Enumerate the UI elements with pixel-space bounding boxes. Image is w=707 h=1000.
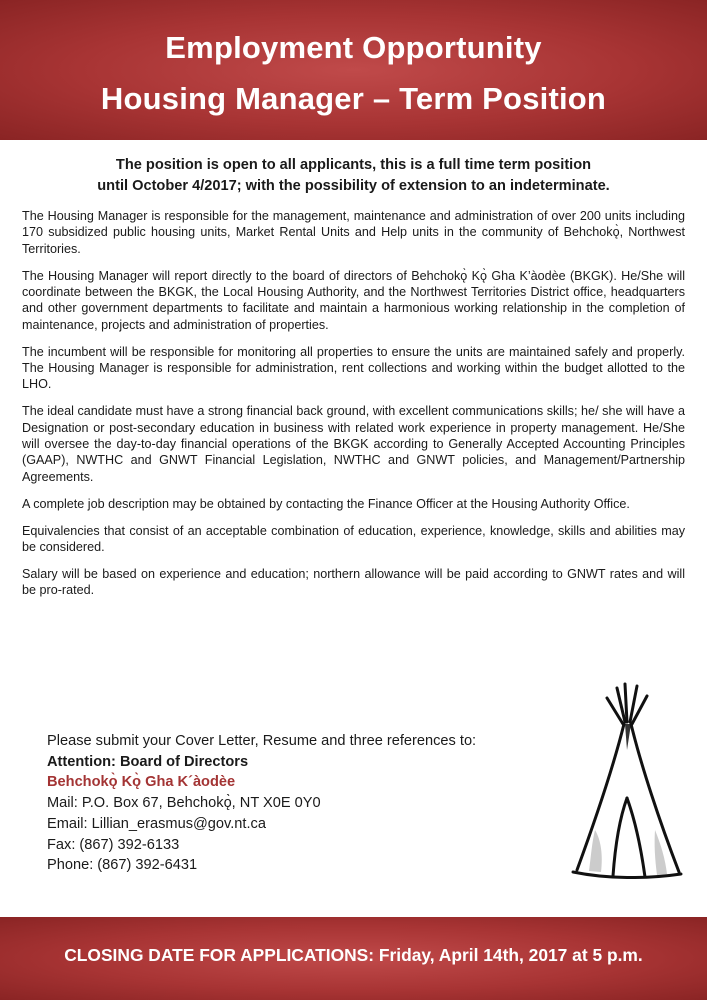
- header-banner: [0, 0, 707, 140]
- job-description: [22, 208, 685, 610]
- organization-name: Behchokǫ̀ Kǫ̀ Gha K´àodèe: [47, 774, 236, 791]
- paragraph-job-description: A complete job description may be obtained by contacting the Finance Officer at the Housing Authority Office.: [22, 496, 630, 511]
- contact-block: [47, 731, 476, 876]
- footer-banner: [0, 917, 707, 1000]
- paragraph-monitoring: The incumbent will be responsible for monitoring all properties to ensure the units are maintained safely and properly. The Housing Manager is responsible for administration, rent collections and working within the budget allotted to the LHO.: [22, 344, 685, 392]
- phone-number: Phone: (867) 392-6431: [47, 857, 198, 874]
- intro-line-1: The position is open to all applicants, this is a full time term position: [115, 157, 592, 173]
- paragraph-salary: Salary will be based on experience and education; northern allowance will be paid according to GNWT rates and will be pro-rated.: [22, 567, 685, 598]
- submit-instructions: Please submit your Cover Letter, Resume and three references to:: [47, 733, 477, 749]
- mail-address: Mail: P.O. Box 67, Behchokǫ̀, NT X0E 0Y0: [47, 795, 321, 812]
- tipi-icon: [567, 680, 685, 885]
- paragraph-equivalencies: Equivalencies that consist of an acceptable combination of education, experience, knowledge, skills and abilities may be considered.: [22, 523, 685, 555]
- attention-line: Attention: Board of Directors: [47, 753, 249, 770]
- email-address[interactable]: Email: Lillian_erasmus@gov.nt.ca: [47, 815, 266, 832]
- intro-line-2: until October 4/2017; with the possibility of extension to an indeterminate.: [97, 178, 610, 194]
- intro-statement: [40, 155, 667, 197]
- paragraph-reporting: The Housing Manager will report directly to the board of directors of Behchokǫ̀ Kǫ̀ Gha K’àodèe (BKGK). He/She will coordinate between the BKGK, the Local Housing Authority, and the Northwest Territories District office, headquarters and other government departments to facilitate and maintain a harmonious working relationship in the completion of maintenance, projects and administration of properties.: [22, 268, 685, 332]
- paragraph-responsibilities: The Housing Manager is responsible for the management, maintenance and administration of over 200 units including 170 subsidized public housing units, Market Rental Units and Help units in the community of Behchokǫ̀, Northwest Territories.: [22, 209, 685, 256]
- closing-date: CLOSING DATE FOR APPLICATIONS: Friday, April 14th, 2017 at 5 p.m.: [64, 945, 643, 965]
- page-subtitle: Housing Manager – Term Position: [100, 81, 607, 116]
- paragraph-ideal-candidate: The ideal candidate must have a strong financial back ground, with excellent communications skills; he/ she will have a Designation or post-secondary education in business with related work experience in property management. He/She will oversee the day-to-day financial operations of the BKGK according to Generally Accepted Accounting Principles (GAAP), NWTHC and GNWT Financial Legislation, NWTHC and GNWT policies, and Management/Partnership Agreements.: [22, 404, 685, 484]
- page-title: Employment Opportunity: [165, 30, 542, 65]
- fax-number: Fax: (867) 392-6133: [47, 836, 180, 853]
